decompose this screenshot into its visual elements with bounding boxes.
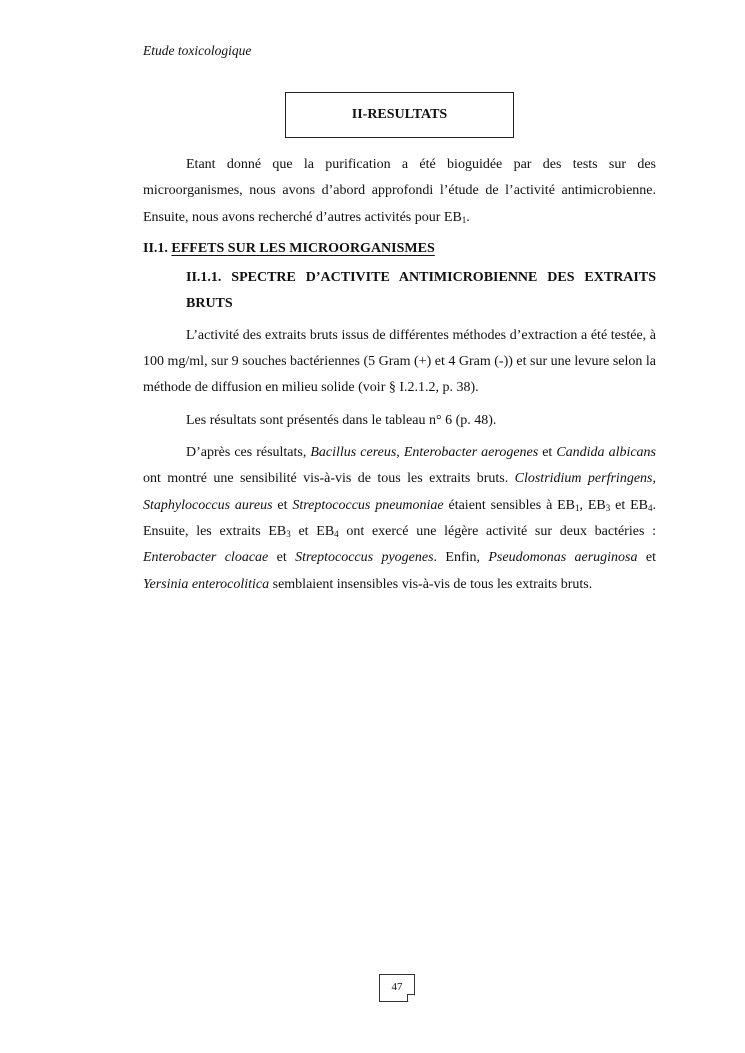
text-run: et: [272, 497, 293, 513]
page-number-box: [379, 974, 415, 1002]
page-curl-icon: [407, 994, 415, 1002]
subscript: 3: [286, 528, 291, 539]
section-heading: [143, 237, 656, 261]
species-name: Staphylococcus aureus: [143, 497, 273, 513]
text-run: D’après ces résultats,: [186, 445, 311, 461]
section-title-label: II-RESULTATS: [351, 107, 448, 122]
intro-subscript: 1: [461, 214, 467, 225]
subsection-heading: II.1.1. SPECTRE D’ACTIVITE ANTIMICROBIENNE DES EXTRAITS BRUTS: [186, 269, 656, 311]
subscript: 1: [575, 502, 580, 513]
section-number: II.1.: [143, 240, 168, 256]
subscript: 3: [605, 502, 611, 513]
paragraph-2: Les résultats sont présentés dans le tableau n° 6 (p. 48).: [186, 412, 497, 428]
intro-text: Etant donné que la purification a été bioguidée par des tests sur des microorganismes, nous avons d’abord approfondi l’étude de l’activité antimicrobienne. Ensuite, nous avons recherché d’autres activités pour EB: [143, 157, 656, 225]
text-run: et EB: [610, 497, 648, 513]
text-run: ont montré une sensibilité vis-à-vis de tous les extraits bruts.: [143, 471, 515, 487]
section-title-box: [285, 92, 514, 138]
section-heading-title: EFFETS SUR LES MICROORGANISMES: [171, 240, 435, 256]
text-run: étaient sensibles à EB: [443, 497, 576, 513]
text-run: , EB: [579, 497, 606, 513]
running-header: Etude toxicologique: [143, 43, 252, 58]
text-run: et: [268, 550, 296, 566]
text-run: et EB: [290, 523, 335, 539]
text-run: ont exercé une légère activité sur deux bactéries :: [338, 523, 656, 539]
text-run: et: [538, 445, 557, 461]
species-name: Pseudomonas aeruginosa: [488, 550, 638, 566]
subscript: 4: [647, 502, 653, 513]
intro-text-end: .: [466, 209, 470, 225]
text-run: semblaient insensibles vis-à-vis de tous les extraits bruts.: [269, 576, 593, 592]
text-run: . Enfin,: [433, 550, 489, 566]
species-name: Enterobacter aerogenes: [403, 445, 539, 461]
paragraph-1: L’activité des extraits bruts issus de différentes méthodes d’extraction a été testée, à 100 mg/ml, sur 9 souches bactériennes (5 Gram (+) et 4 Gram (-)) et sur une levure selon la méthode de diffusion en milieu solide (voir § I.2.1.2, p. 38).: [143, 327, 656, 396]
subscript: 4: [334, 528, 339, 539]
intro-paragraph: [143, 152, 656, 231]
document-body: [143, 152, 656, 604]
species-name: Yersinia enterocolitica: [143, 576, 270, 592]
species-name: Clostridium perfringens: [514, 471, 653, 487]
species-name: Enterobacter cloacae: [143, 550, 269, 566]
page-number: 47: [391, 981, 403, 993]
text-run: ,: [652, 471, 656, 487]
species-name: Streptococcus pneumoniae: [292, 497, 444, 513]
paragraph-3: [143, 440, 656, 598]
species-name: Bacillus cereus: [310, 445, 397, 461]
species-name: Candida albicans: [556, 445, 657, 461]
species-name: Streptococcus pyogenes: [295, 550, 434, 566]
text-run: ,: [396, 445, 404, 461]
text-run: . Ensuite, les extraits EB: [143, 497, 656, 539]
text-run: et: [637, 550, 656, 566]
